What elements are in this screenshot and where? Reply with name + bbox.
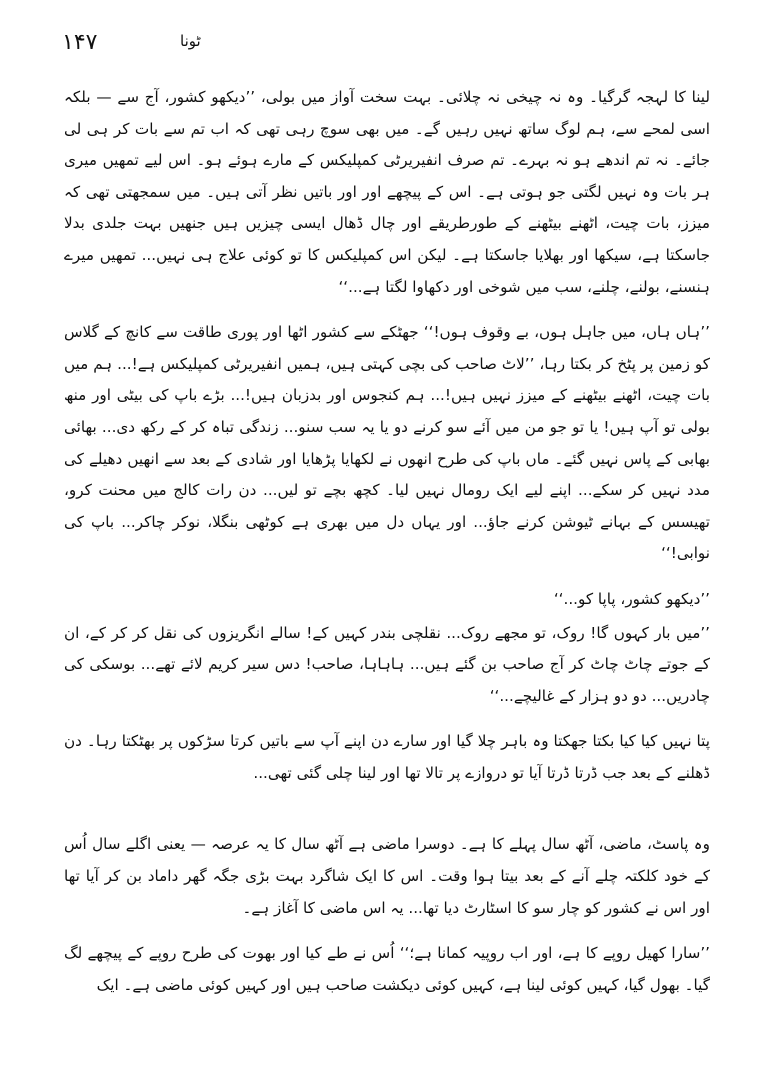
paragraph: ’’ہاں ہاں، میں جاہل ہوں، بے وقوف ہوں!‘‘ جھٹکے سے کشور اٹھا اور پوری طاقت سے کانچ کے گلاس کو زمین پر پٹخ کر بکتا رہا، ’’لاٹ صاحب کی بچی کہتی ہیں، ہمیں انفیریرٹی کمپلیکس ہے!... ہم میں بات چیت، اٹھنے بیٹھنے کے میزز نہیں ہیں!... ہم کنجوس اور بدزبان ہیں!... بڑے باپ کی بیٹی اور منھ بولی تو آپ ہیں! یا تو جو من میں آئے سو کرنے دو یا یہ سب سنو... زندگی تباہ کر کے رکھ دی... بھائی بھابی کے پاس نہیں گئے۔ ماں باپ کی طرح انھوں نے لکھایا پڑھایا اور شادی کے بعد سے انھیں دھیلے کی مدد نہیں کر سکے... اپنے لیے ایک رومال نہیں لیا۔ کچھ بچے تو لیں... دن رات کالج میں محنت کرو، تھیسس کے بہانے ٹیوشن کرنے جاؤ... اور یہاں دل میں بھری ہے کوٹھی بنگلا، نوکر چاکر... باپ کی نوابی!‘‘ xyxy=(64,323,710,563)
body-text xyxy=(64,82,710,1015)
paragraph: ’’میں بار کہوں گا! روک، تو مجھے روک... نقلچی بندر کہیں کے! سالے انگریزوں کی نقل کر کر کے، ان کے جوتے چاٹ چاٹ کر آج صاحب بن گئے ہیں... ہاہاہا، صاحب! دس سیر کریم لائے تھے... بوسکی کی چادریں... دو دو ہزار کے غالیچے...‘‘ xyxy=(64,623,710,705)
running-head: ٹونا xyxy=(180,32,201,50)
paragraph: وہ پاسٹ، ماضی، آٹھ سال پہلے کا ہے۔ دوسرا ماضی ہے آٹھ سال کا یہ عرصہ — یعنی اگلے سال اُس کے خود کلکتہ چلے آنے کے بعد بیتا ہوا وقت۔ اس کا ایک شاگرد بہت بڑی جگہ گھر داماد بن کر آیا تھا اور اس نے کشور کو چار سو کا اسٹارٹ دیا تھا... یہ اس ماضی کا آغاز ہے۔ xyxy=(64,835,710,917)
paragraph: ’’دیکھو کشور، پاپا کو...‘‘ xyxy=(553,589,710,608)
paragraph: لینا کا لہجہ گرگیا۔ وہ نہ چیخی نہ چلائی۔ بہت سخت آواز میں بولی، ’’دیکھو کشور، آج سے — بلکہ اسی لمحے سے، ہم لوگ ساتھ نہیں رہیں گے۔ میں بھی سوچ رہی تھی کہ اب تم سے بات کر ہی لی جائے۔ نہ تم اندھے ہو نہ بہرے۔ تم صرف انفیریرٹی کمپلیکس کے مارے ہوئے ہو۔ اس لیے تمھیں میری ہر بات وہ نہیں لگتی جو ہوتی ہے۔ اس کے پیچھے اور اور باتیں نظر آتی ہیں۔ میں سمجھتی تھی کہ میزز، بات چیت، اٹھنے بیٹھنے کے طورطریقے اور چال ڈھال ایسی چیزیں ہیں جنھیں بہت جلدی بدلا جاسکتا ہے، سیکھا اور بھلایا جاسکتا ہے۔ لیکن اس کمپلیکس کا تو کوئی علاج ہی نہیں... تمھیں میرے ہنسنے، بولنے، چلنے، سب میں شوخی اور دکھاوا لگتا ہے...‘‘ xyxy=(64,88,710,296)
page-header xyxy=(40,28,720,58)
paragraph: پتا نہیں کیا کیا بکتا جھکتا وہ باہر چلا گیا اور سارے دن اپنے آپ سے باتیں کرتا سڑکوں پر بھٹکتا رہا۔ دن ڈھلنے کے بعد جب ڈرتا ڈرتا آیا تو دروازے پر تالا تھا اور لینا چلی گئی تھی... xyxy=(64,732,710,782)
paragraph: ’’سارا کھیل روپے کا ہے، اور اب روپیہ کمانا ہے؛‘‘ اُس نے طے کیا اور بھوت کی طرح روپے کے پیچھے لگ گیا۔ بھول گیا، کہیں کوئی لینا ہے، کہیں کوئی دیکشت صاحب ہیں اور کہیں کوئی ماضی ہے۔ ایک xyxy=(64,944,710,994)
page-number: ۱۴۷ xyxy=(62,30,98,55)
